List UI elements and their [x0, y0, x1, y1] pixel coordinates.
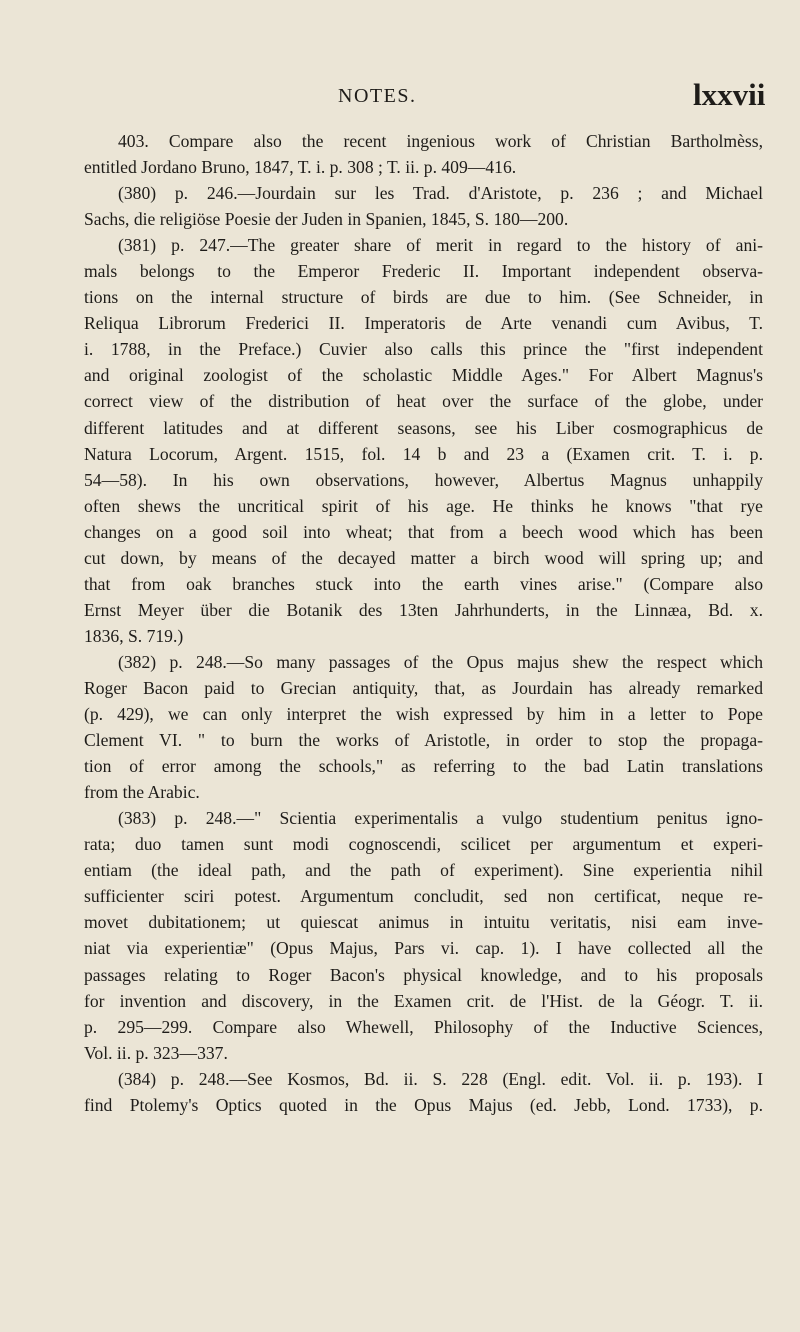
- text-line: (383) p. 248.—" Scientia experimentalis a vulgo studentium penitus igno-: [118, 808, 763, 829]
- text-line: passages relating to Roger Bacon's physical knowledge, and to his proposals: [84, 964, 763, 985]
- running-head: NOTES.: [338, 85, 417, 107]
- text-line: that from oak branches stuck into the earth vines arise." (Compare also: [84, 573, 763, 594]
- text-line: different latitudes and at different seasons, see his Liber cosmographicus de: [84, 417, 763, 438]
- page-number: lxxvii: [693, 77, 766, 112]
- text-line: from the Arabic.: [84, 782, 200, 803]
- text-line: and original zoologist of the scholastic Middle Ages." For Albert Magnus's: [84, 365, 763, 386]
- text-line: sufficienter sciri potest. Argumentum concludit, sed non certificat, neque re-: [84, 886, 763, 907]
- text-line: niat via experientiæ" (Opus Majus, Pars vi. cap. 1). I have collected all the: [84, 938, 763, 959]
- text-line: Clement VI. " to burn the works of Aristotle, in order to stop the propaga-: [84, 730, 763, 751]
- text-line: Reliqua Librorum Frederici II. Imperatoris de Arte venandi cum Avibus, T.: [84, 313, 763, 334]
- text-line: p. 295—299. Compare also Whewell, Philosophy of the Inductive Sciences,: [84, 1016, 763, 1037]
- text-line: 403. Compare also the recent ingenious work of Christian Bartholmèss,: [118, 131, 763, 151]
- text-line: cut down, by means of the decayed matter a birch wood will spring up; and: [84, 547, 763, 568]
- text-line: Natura Locorum, Argent. 1515, fol. 14 b and 23 a (Examen crit. T. i. p.: [84, 443, 763, 464]
- text-line: i. 1788, in the Preface.) Cuvier also calls this prince the "first independent: [84, 339, 763, 360]
- text-line: movet dubitationem; ut quiescat animus in intuitu veritatis, nisi eam inve-: [84, 912, 763, 933]
- text-line: (382) p. 248.—So many passages of the Opus majus shew the respect which: [118, 651, 763, 672]
- text-line: Vol. ii. p. 323—337.: [84, 1042, 228, 1063]
- text-line: changes on a good soil into wheat; that from a beech wood which has been: [84, 521, 763, 542]
- text-line: entitled Jordano Bruno, 1847, T. i. p. 308 ; T. ii. p. 409—416.: [84, 157, 517, 178]
- page-header: [0, 77, 800, 126]
- text-line: often shews the uncritical spirit of his age. He thinks he knows "that rye: [84, 495, 763, 516]
- text-line: mals belongs to the Emperor Frederic II. Important independent observa-: [84, 261, 763, 282]
- text-line: correct view of the distribution of heat over the surface of the globe, under: [84, 391, 763, 412]
- text-line: rata; duo tamen sunt modi cognoscendi, scilicet per argumentum et experi-: [84, 834, 763, 855]
- text-line: Ernst Meyer über die Botanik des 13ten Jahrhunderts, in the Linnæa, Bd. x.: [84, 599, 763, 620]
- text-line: (380) p. 246.—Jourdain sur les Trad. d'Aristote, p. 236 ; and Michael: [118, 183, 763, 204]
- text-line: 1836, S. 719.): [84, 625, 184, 646]
- text-line: (384) p. 248.—See Kosmos, Bd. ii. S. 228 (Engl. edit. Vol. ii. p. 193). I: [118, 1068, 763, 1089]
- text-line: (381) p. 247.—The greater share of merit in regard to the history of ani-: [118, 235, 763, 256]
- text-line: tions on the internal structure of birds are due to him. (See Schneider, in: [84, 287, 763, 308]
- text-line: find Ptolemy's Optics quoted in the Opus Majus (ed. Jebb, Lond. 1733), p.: [84, 1094, 763, 1115]
- text-line: for invention and discovery, in the Examen crit. de l'Hist. de la Géogr. T. ii.: [84, 990, 763, 1011]
- text-line: Sachs, die religiöse Poesie der Juden in Spanien, 1845, S. 180—200.: [84, 209, 569, 230]
- text-line: (p. 429), we can only interpret the wish expressed by him in a letter to Pope: [84, 704, 763, 725]
- text-line: Roger Bacon paid to Grecian antiquity, that, as Jourdain has already remarked: [84, 677, 763, 698]
- text-line: entiam (the ideal path, and the path of experiment). Sine experientia nihil: [84, 860, 763, 881]
- text-line: tion of error among the schools," as referring to the bad Latin translations: [84, 756, 763, 777]
- notes-body: [84, 128, 763, 1118]
- text-line: 54—58). In his own observations, however, Albertus Magnus unhappily: [84, 469, 763, 490]
